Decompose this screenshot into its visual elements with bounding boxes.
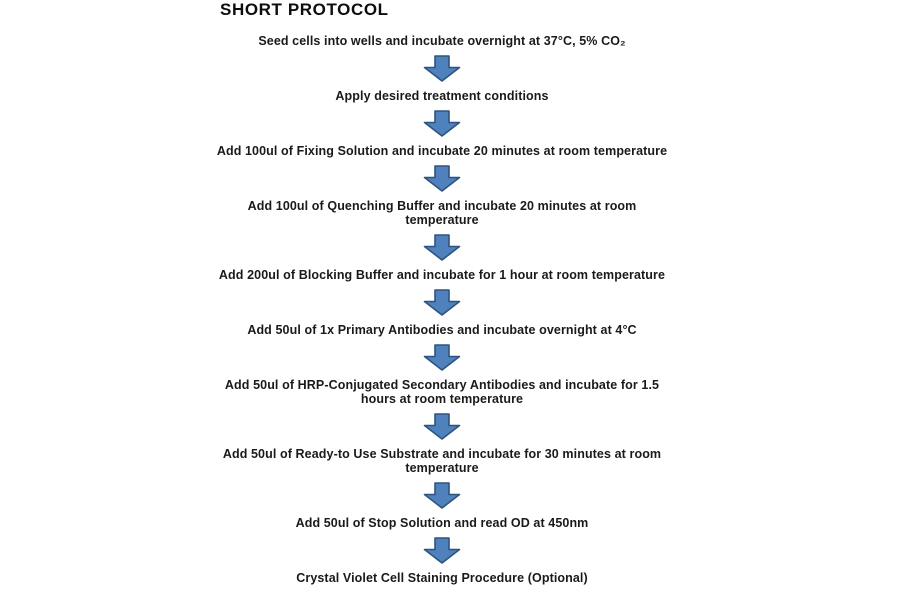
flow-step xyxy=(335,89,548,103)
down-arrow-icon xyxy=(423,482,461,509)
flow-step-line: Seed cells into wells and incubate overnight at 37°C, 5% CO₂ xyxy=(258,34,626,48)
down-arrow-icon xyxy=(423,413,461,440)
flow-step xyxy=(247,323,636,337)
flow-step-line: Add 50ul of Ready-to Use Substrate and incubate for 30 minutes at room xyxy=(222,447,662,461)
flow-step-line: Add 50ul of 1x Primary Antibodies and incubate overnight at 4°C xyxy=(247,323,637,337)
flow-step-line: Add 100ul of Quenching Buffer and incubate 20 minutes at room xyxy=(247,199,637,213)
flow-step-line: Add 50ul of HRP-Conjugated Secondary Antibodies and incubate for 1.5 xyxy=(224,378,660,392)
flow-step xyxy=(219,268,665,282)
down-arrow-icon xyxy=(423,289,461,316)
down-arrow-icon xyxy=(423,537,461,564)
flow-step xyxy=(248,199,637,227)
page-title: SHORT PROTOCOL xyxy=(220,0,389,19)
flow-step-line: temperature xyxy=(405,461,479,475)
down-arrow-icon xyxy=(423,165,461,192)
flow-step xyxy=(258,34,625,48)
down-arrow-icon xyxy=(423,344,461,371)
flow-step xyxy=(296,571,588,585)
flow-step-line: hours at room temperature xyxy=(360,392,524,406)
flow-column xyxy=(0,34,884,585)
down-arrow-icon xyxy=(423,55,461,82)
flow-step-line: Add 200ul of Blocking Buffer and incubate for 1 hour at room temperature xyxy=(218,268,666,282)
flow-step xyxy=(223,447,661,475)
flow-step xyxy=(225,378,659,406)
flow-step xyxy=(296,516,589,530)
flow-step-line: Apply desired treatment conditions xyxy=(335,89,549,103)
down-arrow-icon xyxy=(423,234,461,261)
flow-step-line: Add 50ul of Stop Solution and read OD at 450nm xyxy=(295,516,589,530)
flow-step xyxy=(217,144,667,158)
flow-step-line: Add 100ul of Fixing Solution and incubate 20 minutes at room temperature xyxy=(216,144,668,158)
down-arrow-icon xyxy=(423,110,461,137)
flow-step-line: temperature xyxy=(405,213,479,227)
flow-step-line: Crystal Violet Cell Staining Procedure (Optional) xyxy=(296,571,588,585)
